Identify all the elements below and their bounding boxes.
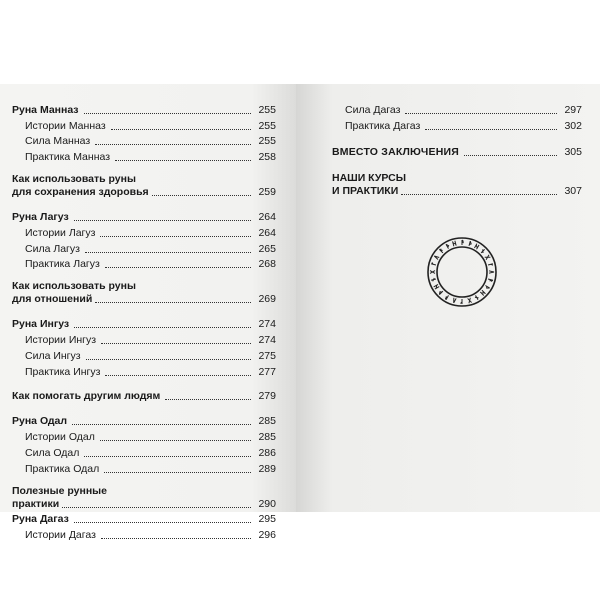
toc-entry — [12, 363, 276, 379]
toc-entry-title-line2 — [12, 186, 276, 199]
toc-entry — [12, 173, 276, 199]
toc-entry-title: для отношений — [12, 293, 93, 306]
toc-page-number: 286 — [258, 446, 276, 459]
toc-leader-dots — [152, 195, 251, 196]
toc-page-number: 297 — [564, 103, 582, 116]
toc-page-number: 285 — [258, 430, 276, 443]
toc-leader-dots — [95, 302, 251, 303]
toc-entry-title: Практика Манназ — [25, 151, 111, 164]
toc-leader-dots — [100, 236, 251, 237]
toc-entry — [12, 331, 276, 347]
toc-entry-title: Практика Лагуз — [25, 258, 100, 271]
toc-entry — [12, 444, 276, 460]
toc-entry — [12, 133, 276, 149]
toc-page-number: 296 — [258, 529, 276, 542]
toc-entry-title: Истории Ингуз — [25, 333, 97, 346]
toc-page-number: 289 — [258, 462, 276, 475]
toc-entry — [12, 526, 276, 542]
toc-page-number: 295 — [258, 513, 276, 526]
toc-entry — [12, 511, 276, 527]
toc-leader-dots — [100, 440, 251, 441]
toc-entry — [12, 315, 276, 331]
toc-leader-dots — [105, 375, 251, 376]
toc-entry-title: Истории Одал — [25, 430, 95, 443]
toc-entry-title: Как помогать другим людям — [12, 390, 161, 403]
toc-entry-title: Истории Манназ — [25, 119, 106, 132]
toc-page-number: 255 — [258, 119, 276, 132]
toc-leader-dots — [72, 424, 251, 425]
toc-entry — [12, 256, 276, 272]
toc-leader-dots — [105, 267, 251, 268]
toc-page-number: 290 — [258, 497, 276, 510]
toc-page-number: 277 — [258, 365, 276, 378]
toc-entry — [12, 347, 276, 363]
toc-entry — [332, 101, 582, 117]
toc-entry-title: ВМЕСТО ЗАКЛЮЧЕНИЯ — [332, 146, 459, 159]
toc-page-number: 255 — [258, 103, 276, 116]
toc-entry — [12, 412, 276, 428]
toc-entry — [12, 485, 276, 511]
toc-leader-dots — [405, 113, 557, 114]
toc-entry-title: Сила Ингуз — [25, 349, 81, 362]
toc-page-number: 258 — [258, 151, 276, 164]
toc-leader-dots — [115, 160, 251, 161]
toc-leader-dots — [101, 538, 251, 539]
toc-entry-title: Сила Одал — [25, 446, 80, 459]
toc-entry-title: практики — [12, 497, 60, 510]
toc-leader-dots — [101, 343, 251, 344]
toc-entry — [332, 172, 582, 198]
toc-page-number: 264 — [258, 210, 276, 223]
toc-entry-title: Сила Дагаз — [345, 103, 401, 116]
toc-entry-title: Истории Дагаз — [25, 529, 96, 542]
toc-leader-dots — [425, 129, 557, 130]
toc-entry — [12, 117, 276, 133]
toc-entry — [332, 117, 582, 133]
toc-entry-title-line2 — [12, 293, 276, 306]
toc-entry-title: Руна Одал — [12, 415, 68, 428]
toc-entry — [12, 280, 276, 306]
toc-leader-dots — [62, 507, 251, 508]
toc-page-number: 265 — [258, 242, 276, 255]
toc-entry-title: Руна Лагуз — [12, 210, 69, 223]
toc-leader-dots — [84, 456, 251, 457]
toc-entry-title: И ПРАКТИКИ — [332, 185, 399, 198]
toc-leader-dots — [74, 522, 251, 523]
toc-page-number: 307 — [564, 185, 582, 198]
toc-leader-dots — [86, 359, 251, 360]
toc-entry-title: Практика Ингуз — [25, 365, 101, 378]
toc-page-number: 274 — [258, 333, 276, 346]
toc-entry-title: Практика Дагаз — [345, 119, 421, 132]
toc-leader-dots — [74, 327, 251, 328]
toc-leader-dots — [104, 472, 251, 473]
toc-leader-dots — [111, 129, 251, 130]
toc-entry-title-line2 — [332, 185, 582, 198]
toc-entry-title: Руна Дагаз — [12, 513, 69, 526]
toc-entry — [12, 460, 276, 476]
toc-page-number: 268 — [258, 258, 276, 271]
toc-page-number: 305 — [564, 146, 582, 159]
toc-entry — [12, 388, 276, 404]
toc-page-number: 255 — [258, 135, 276, 148]
toc-entry-title: Руна Ингуз — [12, 318, 70, 331]
toc-leader-dots — [85, 252, 251, 253]
toc-entry — [12, 148, 276, 164]
toc-entry-title: Сила Лагуз — [25, 242, 80, 255]
toc-entry-title-line1: НАШИ КУРСЫ — [332, 172, 406, 185]
toc-entry-title-line1: Полезные рунные — [12, 484, 107, 497]
left-page — [0, 84, 296, 542]
rune-circle-seal-icon — [426, 236, 498, 308]
toc-entry — [332, 144, 582, 160]
toc-leader-dots — [95, 144, 251, 145]
toc-entry — [12, 208, 276, 224]
toc-entry-title: Руна Манназ — [12, 103, 79, 116]
toc-entry-title-line1: Как использовать руны — [12, 173, 136, 186]
toc-leader-dots — [401, 194, 557, 195]
toc-page-number: 285 — [258, 415, 276, 428]
toc-entry — [12, 224, 276, 240]
toc-entry — [12, 240, 276, 256]
toc-entry-title-line2 — [12, 498, 276, 511]
toc-entry-title-line1: Как использовать руны — [12, 280, 136, 293]
toc-page-number: 264 — [258, 226, 276, 239]
book-spread — [0, 84, 600, 542]
toc-leader-dots — [165, 399, 251, 400]
toc-page-number: 274 — [258, 318, 276, 331]
toc-page-number: 302 — [564, 119, 582, 132]
toc-page-number: 279 — [258, 390, 276, 403]
toc-leader-dots — [74, 220, 251, 221]
toc-page-number: 269 — [258, 293, 276, 306]
toc-entry-title: Сила Манназ — [25, 135, 91, 148]
toc-page-number: 259 — [258, 186, 276, 199]
toc-entry — [12, 101, 276, 117]
toc-leader-dots — [464, 155, 557, 156]
toc-entry-title: Практика Одал — [25, 462, 100, 475]
toc-entry — [12, 428, 276, 444]
toc-page-number: 275 — [258, 349, 276, 362]
toc-leader-dots — [84, 113, 251, 114]
toc-entry-title: Истории Лагуз — [25, 226, 96, 239]
toc-entry-title: для сохранения здоровья — [12, 186, 149, 199]
